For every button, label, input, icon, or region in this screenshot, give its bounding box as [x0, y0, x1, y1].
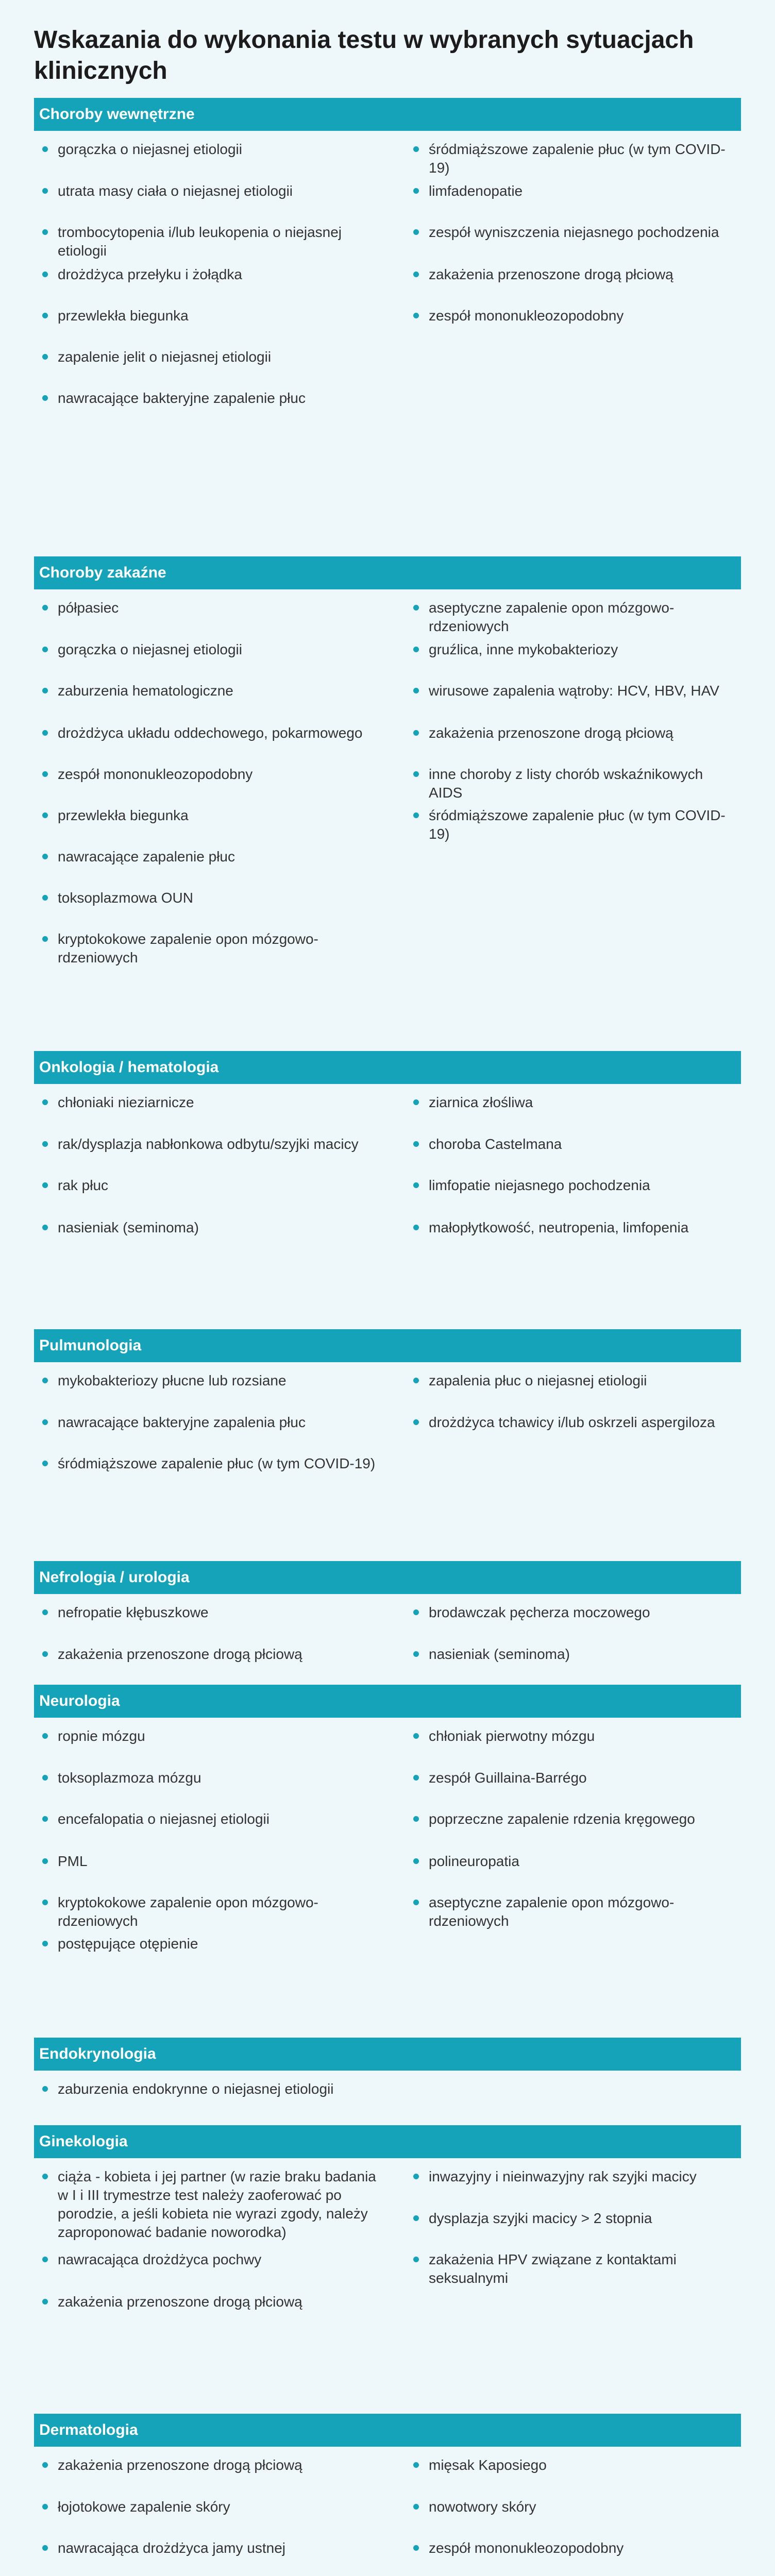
- list-item: [413, 1135, 738, 1154]
- list-item: [413, 1603, 738, 1622]
- bullet-icon: [42, 313, 48, 318]
- list-item-text: zapalenie jelit o niejasnej etiologii: [58, 349, 272, 365]
- list-item-text: toksoplazmowa OUN: [58, 890, 193, 906]
- bullet-icon: [413, 1858, 419, 1864]
- list-item: [413, 1413, 738, 1432]
- list-item: [413, 2250, 738, 2287]
- list-item: [42, 765, 385, 784]
- list-item: [42, 2456, 385, 2475]
- list-item-text: zaburzenia endokrynne o niejasnej etiologii: [58, 2081, 334, 2097]
- bullet-icon: [42, 730, 48, 736]
- list-item-text: nefropatie kłębuszkowe: [58, 1604, 209, 1620]
- list-item: [413, 1893, 738, 1930]
- list-item-text: ropnie mózgu: [58, 1728, 145, 1744]
- bullet-icon: [42, 688, 48, 693]
- list-item-text: kryptokokowe zapalenie opon mózgowo-rdzeniowych: [58, 1894, 318, 1929]
- list-item: [42, 307, 385, 325]
- list-item: [42, 182, 385, 200]
- list-item-text: zakażenia przenoszone drogą płciową: [429, 725, 673, 741]
- list-item-text: nasieniak (seminoma): [429, 1646, 570, 1662]
- section-heading: Endokrynologia: [34, 2038, 741, 2071]
- list-item-text: mykobakteriozy płucne lub rozsiane: [58, 1372, 287, 1388]
- list-item-text: gorączka o niejasnej etiologii: [58, 141, 242, 157]
- list-item: [42, 599, 385, 617]
- section-0: [34, 98, 741, 406]
- list-item-text: limfopatie niejasnego pochodzenia: [429, 1177, 650, 1193]
- bullet-icon: [42, 1816, 48, 1822]
- list-item: [42, 2167, 385, 2242]
- list-item: [42, 640, 385, 659]
- bullet-icon: [413, 688, 419, 693]
- list-item: [413, 806, 738, 843]
- bullet-icon: [413, 2174, 419, 2179]
- list-item-text: śródmiąższowe zapalenie płuc (w tym COVID-19): [429, 807, 726, 842]
- section-heading: Choroby wewnętrzne: [34, 98, 741, 131]
- list-item-text: zespół Guillaina-Barrégo: [429, 1770, 587, 1786]
- list-item-text: polineuropatia: [429, 1853, 519, 1869]
- bullet-icon: [42, 272, 48, 277]
- list-item: [42, 2498, 385, 2516]
- list-item: [413, 1852, 738, 1871]
- list-item-text: aseptyczne zapalenie opon mózgowo-rdzeniowych: [429, 600, 675, 634]
- section-heading: Onkologia / hematologia: [34, 1051, 741, 1084]
- bullet-icon: [42, 1733, 48, 1739]
- bullet-icon: [413, 730, 419, 736]
- bullet-icon: [413, 1099, 419, 1105]
- list-item: [413, 1727, 738, 1745]
- section-2: [34, 1051, 741, 1235]
- bullet-icon: [413, 1141, 419, 1147]
- list-item: [413, 1176, 738, 1195]
- list-item: [413, 2209, 738, 2228]
- bullet-icon: [42, 1419, 48, 1425]
- list-item: [42, 1413, 385, 1432]
- list-item-text: poprzeczne zapalenie rdzenia kręgowego: [429, 1811, 695, 1827]
- bullet-icon: [413, 1419, 419, 1425]
- list-item-text: gruźlica, inne mykobakteriozy: [429, 641, 618, 657]
- bullet-icon: [42, 1378, 48, 1383]
- bullet-icon: [413, 272, 419, 277]
- bullet-icon: [42, 1182, 48, 1188]
- list-item: [413, 223, 738, 242]
- bullet-icon: [413, 2215, 419, 2221]
- bullet-icon: [42, 2174, 48, 2179]
- list-item-text: PML: [58, 1853, 88, 1869]
- list-item-text: gorączka o niejasnej etiologii: [58, 641, 242, 657]
- bullet-icon: [42, 1099, 48, 1105]
- bullet-icon: [413, 229, 419, 235]
- list-item-text: utrata masy ciała o niejasnej etiologii: [58, 183, 293, 199]
- list-item: [413, 1810, 738, 1828]
- list-item-text: limfadenopatie: [429, 183, 523, 199]
- bullet-icon: [42, 188, 48, 194]
- section-heading: Pulmunologia: [34, 1329, 741, 1362]
- list-item-text: zakażenia przenoszone drogą płciową: [429, 266, 673, 282]
- list-item-text: nasieniak (seminoma): [58, 1219, 199, 1235]
- bullet-icon: [42, 2299, 48, 2304]
- list-item: [42, 348, 385, 366]
- list-item-text: nawracające zapalenie płuc: [58, 849, 235, 865]
- list-item: [413, 2539, 738, 2557]
- list-item-text: ziarnica złośliwa: [429, 1094, 533, 1110]
- bullet-icon: [413, 1378, 419, 1383]
- list-item-text: małopłytkowość, neutropenia, limfopenia: [429, 1219, 689, 1235]
- bullet-icon: [42, 1141, 48, 1147]
- section-heading: Ginekologia: [34, 2125, 741, 2158]
- list-item-text: nawracające bakteryjne zapalenia płuc: [58, 1414, 306, 1430]
- section-heading: Nefrologia / urologia: [34, 1561, 741, 1594]
- bullet-icon: [413, 647, 419, 652]
- bullet-icon: [42, 229, 48, 235]
- bullet-icon: [413, 2504, 419, 2510]
- section-1: [34, 556, 741, 965]
- list-item: [42, 1893, 385, 1930]
- bullet-icon: [413, 1816, 419, 1822]
- bullet-icon: [42, 2462, 48, 2468]
- list-item: [42, 1603, 385, 1622]
- list-item: [42, 223, 385, 260]
- list-item: [413, 1645, 738, 1664]
- bullet-icon: [42, 647, 48, 652]
- list-item: [42, 682, 385, 700]
- list-item: [42, 1852, 385, 1871]
- list-item-text: kryptokokowe zapalenie opon mózgowo-rdzeniowych: [58, 931, 318, 965]
- list-item: [42, 1810, 385, 1828]
- bullet-icon: [413, 1900, 419, 1905]
- section-4: [34, 1561, 741, 1662]
- bullet-icon: [42, 936, 48, 942]
- bullet-icon: [413, 1182, 419, 1188]
- list-item-text: aseptyczne zapalenie opon mózgowo-rdzeniowych: [429, 1894, 675, 1929]
- bullet-icon: [42, 354, 48, 360]
- bullet-icon: [413, 2257, 419, 2262]
- list-item-text: rak płuc: [58, 1177, 109, 1193]
- list-item-text: zespół wyniszczenia niejasnego pochodzenia: [429, 224, 719, 240]
- list-item: [413, 682, 738, 700]
- list-item: [42, 140, 385, 159]
- list-item-text: łojotokowe zapalenie skóry: [58, 2499, 230, 2515]
- bullet-icon: [413, 605, 419, 611]
- list-item-text: przewlekła biegunka: [58, 807, 189, 823]
- list-item: [413, 599, 738, 636]
- bullet-icon: [413, 771, 419, 777]
- list-item-text: chłoniaki nieziarnicze: [58, 1094, 194, 1110]
- bullet-icon: [42, 1609, 48, 1615]
- list-item: [42, 1218, 385, 1237]
- section-5: [34, 1685, 741, 1952]
- list-item-text: zespół mononukleozopodobny: [58, 766, 253, 782]
- section-7: [34, 2125, 741, 2310]
- section-heading: Choroby zakaźne: [34, 556, 741, 589]
- list-item-text: nawracające bakteryjne zapalenie płuc: [58, 390, 306, 406]
- list-item: [42, 724, 385, 742]
- list-item-text: przewlekła biegunka: [58, 308, 189, 324]
- bullet-icon: [42, 2086, 48, 2092]
- list-item: [413, 2167, 738, 2186]
- list-item-text: zakażenia przenoszone drogą płciową: [58, 2457, 302, 2473]
- list-item: [413, 1769, 738, 1787]
- list-item-text: encefalopatia o niejasnej etiologii: [58, 1811, 269, 1827]
- list-item: [413, 307, 738, 325]
- list-item: [42, 2080, 385, 2098]
- list-item-text: zakażenia HPV związane z kontaktami seksualnymi: [429, 2251, 677, 2286]
- list-item: [413, 640, 738, 659]
- section-6: [34, 2038, 741, 2097]
- bullet-icon: [42, 605, 48, 611]
- bullet-icon: [42, 2504, 48, 2510]
- list-item: [413, 1218, 738, 1237]
- list-item-text: ciąża - kobieta i jej partner (w razie braku badania w I i III trymestrze test należy zaoferować po porodzie, a jeśli kobieta nie wyrazi zgody, należy zaproponować badanie noworodka): [58, 2168, 376, 2240]
- list-item-text: półpasiec: [58, 600, 119, 616]
- bullet-icon: [42, 1941, 48, 1946]
- list-item-text: mięsak Kaposiego: [429, 2457, 547, 2473]
- bullet-icon: [413, 2545, 419, 2551]
- list-item-text: śródmiąższowe zapalenie płuc (w tym COVID-19): [429, 141, 726, 176]
- list-item-text: postępujące otępienie: [58, 1936, 198, 1952]
- bullet-icon: [42, 1775, 48, 1781]
- list-item: [42, 1769, 385, 1787]
- list-item-text: zespół mononukleozopodobny: [429, 2540, 624, 2556]
- bullet-icon: [42, 771, 48, 777]
- list-item: [42, 1135, 385, 1154]
- bullet-icon: [42, 1858, 48, 1864]
- list-item: [42, 1727, 385, 1745]
- list-item-text: drożdżyca tchawicy i/lub oskrzeli aspergiloza: [429, 1414, 715, 1430]
- bullet-icon: [42, 1225, 48, 1230]
- list-item-text: chłoniak pierwotny mózgu: [429, 1728, 595, 1744]
- bullet-icon: [42, 854, 48, 859]
- list-item-text: toksoplazmoza mózgu: [58, 1770, 201, 1786]
- bullet-icon: [413, 2462, 419, 2468]
- list-item: [413, 724, 738, 742]
- list-item: [42, 1093, 385, 1112]
- list-item-text: choroba Castelmana: [429, 1136, 562, 1152]
- bullet-icon: [413, 188, 419, 194]
- list-item: [42, 806, 385, 825]
- list-item: [42, 848, 385, 866]
- list-item: [42, 1371, 385, 1390]
- list-item-text: zakażenia przenoszone drogą płciową: [58, 2294, 302, 2310]
- list-item-text: trombocytopenia i/lub leukopenia o niejasnej etiologii: [58, 224, 342, 259]
- list-item: [413, 140, 738, 177]
- bullet-icon: [42, 812, 48, 818]
- list-item-text: wirusowe zapalenia wątroby: HCV, HBV, HAV: [429, 683, 719, 699]
- page-title: Wskazania do wykonania testu w wybranych sytuacjach klinicznych: [34, 26, 694, 84]
- section-3: [34, 1329, 741, 1471]
- list-item: [42, 1935, 385, 1953]
- list-item: [42, 930, 385, 967]
- list-item-text: zaburzenia hematologiczne: [58, 683, 233, 699]
- list-item-text: dysplazja szyjki macicy > 2 stopnia: [429, 2210, 652, 2226]
- list-item: [413, 1093, 738, 1112]
- list-item-text: zakażenia przenoszone drogą płciową: [58, 1646, 302, 1662]
- list-item-text: inwazyjny i nieinwazyjny rak szyjki macicy: [429, 2168, 697, 2184]
- bullet-icon: [413, 1775, 419, 1781]
- list-item-text: nawracająca drożdżyca pochwy: [58, 2251, 262, 2267]
- bullet-icon: [42, 895, 48, 901]
- bullet-icon: [42, 1651, 48, 1657]
- bullet-icon: [413, 1651, 419, 1657]
- section-heading: Dermatologia: [34, 2414, 741, 2447]
- list-item-text: inne choroby z listy chorób wskaźnikowych AIDS: [429, 766, 703, 801]
- bullet-icon: [42, 1461, 48, 1466]
- list-item-text: śródmiąższowe zapalenie płuc (w tym COVID-19): [58, 1455, 376, 1471]
- list-item: [413, 265, 738, 284]
- bullet-icon: [42, 2257, 48, 2262]
- bullet-icon: [42, 395, 48, 401]
- list-item: [413, 765, 738, 802]
- list-item: [42, 389, 385, 408]
- list-item: [42, 2539, 385, 2557]
- list-item: [42, 1454, 385, 1473]
- bullet-icon: [42, 1900, 48, 1905]
- list-item-text: drożdżyca przełyku i żołądka: [58, 266, 242, 282]
- list-item: [42, 889, 385, 907]
- bullet-icon: [413, 812, 419, 818]
- list-item: [413, 2456, 738, 2475]
- bullet-icon: [413, 1609, 419, 1615]
- bullet-icon: [42, 2545, 48, 2551]
- list-item: [42, 2293, 385, 2311]
- list-item-text: brodawczak pęcherza moczowego: [429, 1604, 650, 1620]
- list-item-text: zespół mononukleozopodobny: [429, 308, 624, 324]
- list-item: [42, 2250, 385, 2269]
- list-item: [42, 265, 385, 284]
- list-item-text: nawracająca drożdżyca jamy ustnej: [58, 2540, 285, 2556]
- bullet-icon: [42, 146, 48, 152]
- list-item-text: zapalenia płuc o niejasnej etiologii: [429, 1372, 647, 1388]
- list-item: [413, 182, 738, 200]
- bullet-icon: [413, 1225, 419, 1230]
- list-item: [413, 2498, 738, 2516]
- bullet-icon: [413, 146, 419, 152]
- list-item-text: rak/dysplazja nabłonkowa odbytu/szyjki macicy: [58, 1136, 359, 1152]
- section-heading: Neurologia: [34, 1685, 741, 1718]
- list-item: [42, 1645, 385, 1664]
- list-item: [413, 1371, 738, 1390]
- bullet-icon: [413, 313, 419, 318]
- list-item: [42, 1176, 385, 1195]
- list-item-text: nowotwory skóry: [429, 2499, 536, 2515]
- section-8: [34, 2414, 741, 2556]
- bullet-icon: [413, 1733, 419, 1739]
- list-item-text: drożdżyca układu oddechowego, pokarmowego: [58, 725, 363, 741]
